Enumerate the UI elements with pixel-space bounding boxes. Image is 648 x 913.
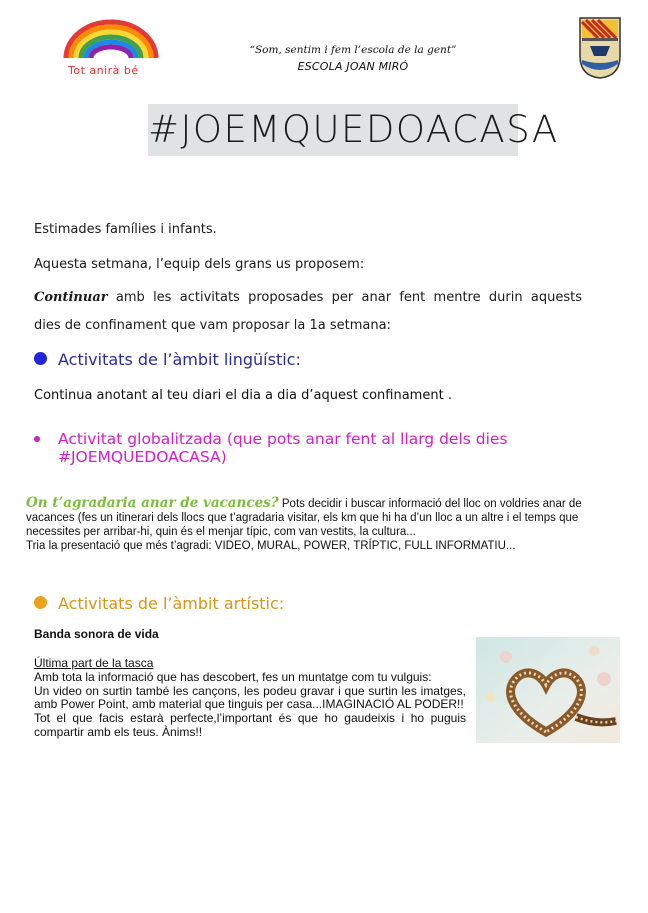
artistic-line1: Amb tota la informació que has descobert, fes un muntatge com tu vulguis: bbox=[34, 669, 432, 684]
bullet-icon bbox=[34, 436, 40, 442]
school-crest-icon bbox=[578, 16, 622, 80]
artistic-line3: Tot el que facis estarà perfecte,l’important és que ho gaudeixis i ho puguis compartir amb els teus. Ànims!! bbox=[34, 711, 466, 739]
rainbow-logo bbox=[62, 18, 160, 60]
global-heading-line1: Activitat globalitzada (que pots anar fent al llarg dels dies bbox=[58, 430, 508, 448]
greeting: Estimades famílies i infants. bbox=[34, 222, 217, 237]
artistic-block bbox=[34, 657, 466, 740]
hashtag-banner-text: #JOEMQUEDOACASA bbox=[148, 108, 559, 151]
school-name: ESCOLA JOAN MIRÓ bbox=[297, 60, 409, 73]
bullet-icon bbox=[34, 596, 47, 609]
continue-paragraph bbox=[34, 290, 582, 305]
last-part-label: Última part de la tasca bbox=[34, 656, 154, 670]
vacation-title: On t’agradaria anar de vacances? bbox=[26, 495, 279, 511]
global-heading bbox=[58, 430, 558, 466]
continue-text: amb les activitats proposades per anar fent mentre durin aquests bbox=[107, 290, 582, 305]
global-heading-line2: #JOEMQUEDOACASA) bbox=[58, 448, 227, 466]
artistic-line2: Un video on surtin també les cançons, les podeu gravar i que surtin les imatges, amb Power Point, amb material que tinguis per casa...IMAGINACIÓ AL PODER!! bbox=[34, 683, 466, 712]
school-motto: “Som, sentim i fem l’escola de la gent” bbox=[249, 44, 457, 56]
continue-word: Continuar bbox=[34, 290, 108, 305]
rainbow-caption: Tot anirà bé bbox=[68, 64, 139, 77]
linguistic-text: Continua anotant al teu diari el dia a dia d’aquest confinament . bbox=[34, 388, 452, 403]
vacation-block bbox=[26, 496, 584, 553]
film-heart-image bbox=[476, 637, 620, 743]
hashtag-banner bbox=[148, 104, 559, 156]
artistic-heading: Activitats de l’àmbit artístic: bbox=[58, 594, 285, 613]
continue-paragraph-line2: dies de confinament que vam proposar la 1a setmana: bbox=[34, 318, 391, 333]
bullet-icon bbox=[34, 352, 47, 365]
artistic-subtitle: Banda sonora de vida bbox=[34, 627, 159, 641]
vacation-options: Tria la presentació que més t’agradi: VIDEO, MURAL, POWER, TRÍPTIC, FULL INFORMATIU... bbox=[26, 540, 516, 552]
vacation-text: Pots decidir i buscar informació del lloc on voldries anar de vacances (fes un itinerari dels llocs que t’agradaria visitar, els km que hi ha d’un lloc a un altre i el temps que necessites per arribar-hi, quin és el menjar típic, com van vestits, la cultura... bbox=[26, 498, 582, 538]
linguistic-heading: Activitats de l’àmbit lingüístic: bbox=[58, 350, 301, 369]
intro-text: Aquesta setmana, l’equip dels grans us proposem: bbox=[34, 257, 365, 272]
